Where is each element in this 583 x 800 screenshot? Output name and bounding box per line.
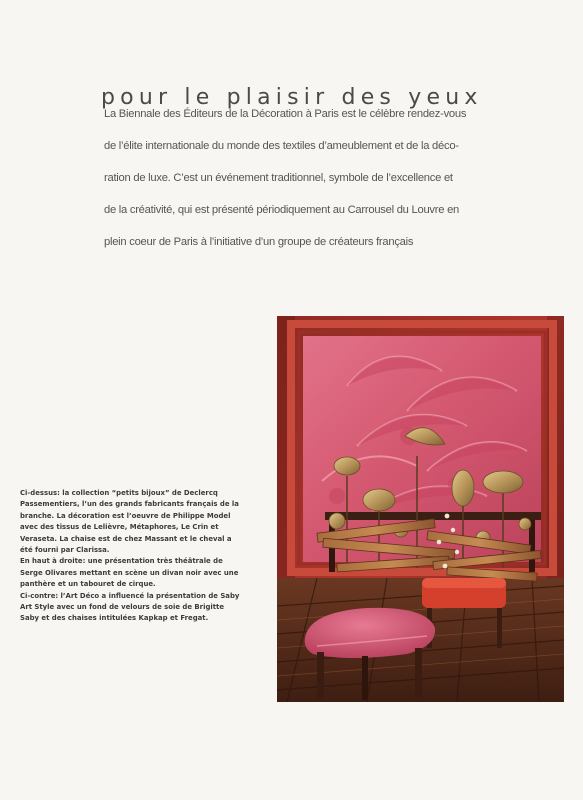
intro-line: ration de luxe. C’est un événement traditionnel, symbole de l’excellence et — [104, 172, 453, 184]
showroom-illustration — [277, 316, 564, 702]
caption-line: Ci-contre: l’Art Déco a influencé la présentation de Saby — [20, 591, 240, 600]
intro-paragraph — [104, 104, 524, 264]
intro-line: La Biennale des Éditeurs de la Décoration à Paris est le célèbre rendez-vous — [104, 108, 467, 120]
caption-line: été fourni par Clarissa. — [20, 545, 110, 554]
showroom-photo — [277, 316, 564, 702]
caption-line: Veraseta. La chaise est de chez Massant et le cheval a — [20, 534, 232, 543]
caption-line: avec des tissus de Lelièvre, Métaphores, Le Crin et — [20, 523, 219, 532]
intro-line: de la créativité, qui est présenté périodiquement au Carrousel du Louvre en — [104, 204, 460, 216]
caption-line: branche. La décoration est l’oeuvre de Philippe Model — [20, 511, 231, 520]
photo-caption — [20, 488, 252, 625]
page-heading: pour le plaisir des yeux — [101, 84, 483, 110]
caption-line: Saby et des chaises intitulées Kapkap et Fregat. — [20, 614, 209, 623]
caption-line: En haut à droite: une présentation très théâtrale de — [20, 557, 223, 566]
intro-line: plein coeur de Paris à l’initiative d’un groupe de créateurs français — [104, 236, 414, 248]
intro-line: de l’élite internationale du monde des textiles d’ameublement et de la déco- — [104, 140, 459, 152]
caption-line: Serge Olivares mettant en scène un divan noir avec une — [20, 568, 239, 577]
caption-line: Ci-dessus: la collection “petits bijoux” de Declercq — [20, 489, 218, 497]
caption-line: Art Style avec un fond de velours de soie de Brigitte — [20, 602, 225, 611]
caption-line: Passementiers, l’un des grands fabricants français de la — [20, 500, 239, 509]
caption-line: panthère et un tabouret de cirque. — [20, 580, 156, 589]
